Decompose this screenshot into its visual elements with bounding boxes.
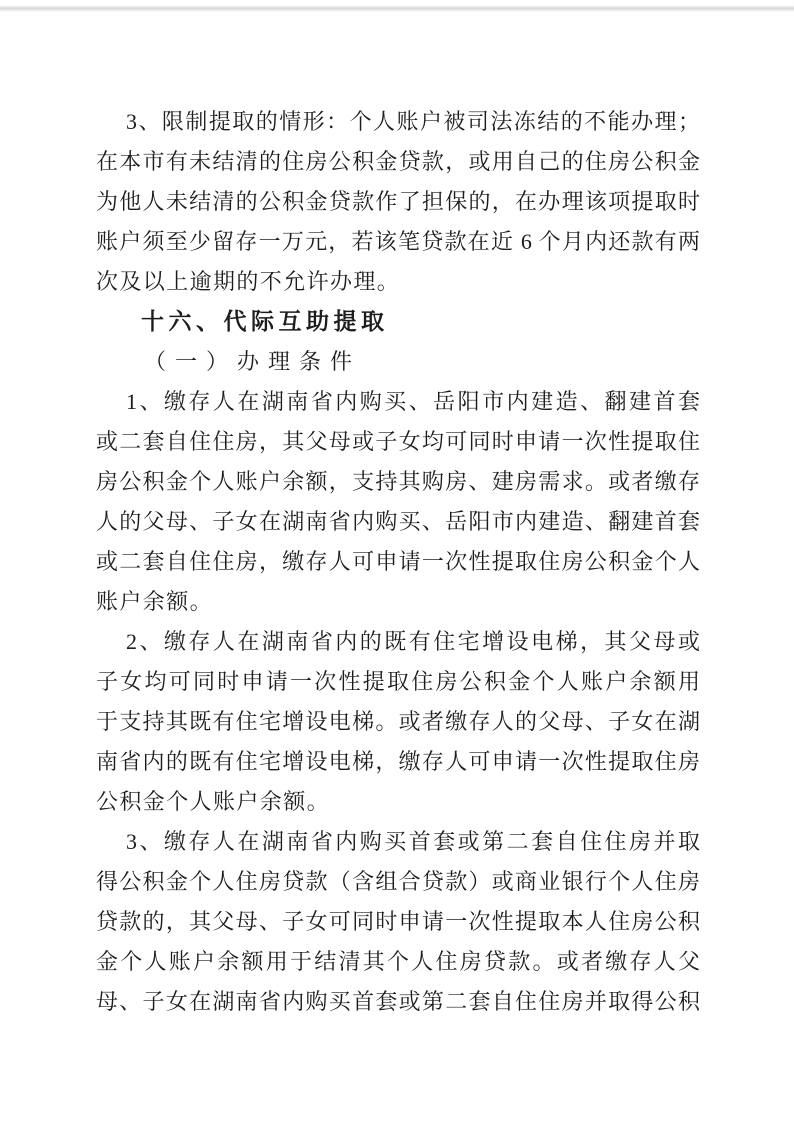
text-line: 2、缴存人在湖南省内的既有住宅增设电梯，其父母或 [126, 629, 700, 654]
text-line: 账户余额。 [96, 589, 214, 614]
text-line: 人的父母、子女在湖南省内购买、岳阳市内建造、翻建首套 [96, 509, 700, 534]
text-line: 公积金个人账户余额。 [96, 789, 331, 814]
text-line: 或二套自住住房，其父母或子女均可同时申请一次性提取住 [96, 429, 700, 454]
text-line: 母、子女在湖南省内购买首套或第二套自住住房并取得公积 [96, 989, 700, 1014]
text-line: 于支持其既有住宅增设电梯。或者缴存人的父母、子女在湖 [96, 709, 700, 734]
text-line: 账户须至少留存一万元，若该笔贷款在近 6 个月内还款有两 [96, 229, 700, 254]
text-line: 得公积金个人住房贷款（含组合贷款）或商业银行个人住房 [96, 869, 700, 894]
text-line: 次及以上逾期的不允许办理。 [96, 269, 401, 294]
paragraph [96, 102, 700, 302]
text-line: 为他人未结清的公积金贷款作了担保的，在办理该项提取时 [96, 189, 700, 214]
document-text-body [96, 102, 700, 1022]
text-line: 在本市有未结清的住房公积金贷款，或用自己的住房公积金 [96, 149, 700, 174]
text-line: 房公积金个人账户余额，支持其购房、建房需求。或者缴存 [96, 469, 700, 494]
heading-block [96, 302, 700, 342]
text-line: 3、缴存人在湖南省内购买首套或第二套自住住房并取 [126, 829, 700, 854]
text-line: 贷款的，其父母、子女可同时申请一次性提取本人住房公积 [96, 909, 700, 934]
scan-artifact-line [0, 5, 794, 12]
text-line: 或二套自住住房，缴存人可申请一次性提取住房公积金个人 [96, 549, 700, 574]
text-line: 3、限制提取的情形：个人账户被司法冻结的不能办理； [126, 109, 700, 134]
paragraph [96, 822, 700, 1022]
text-line: 金个人账户余额用于结清其个人住房贷款。或者缴存人父 [96, 949, 700, 974]
subheading-text: （一）办理条件 [144, 349, 362, 374]
subheading-block [96, 342, 700, 382]
text-line: 南省内的既有住宅增设电梯，缴存人可申请一次性提取住房 [96, 749, 700, 774]
paragraph [96, 382, 700, 622]
text-line: 子女均可同时申请一次性提取住房公积金个人账户余额用 [96, 669, 700, 694]
text-line: 1、缴存人在湖南省内购买、岳阳市内建造、翻建首套 [126, 389, 700, 414]
paragraph [96, 622, 700, 822]
heading-text: 十六、代际互助提取 [141, 309, 389, 334]
